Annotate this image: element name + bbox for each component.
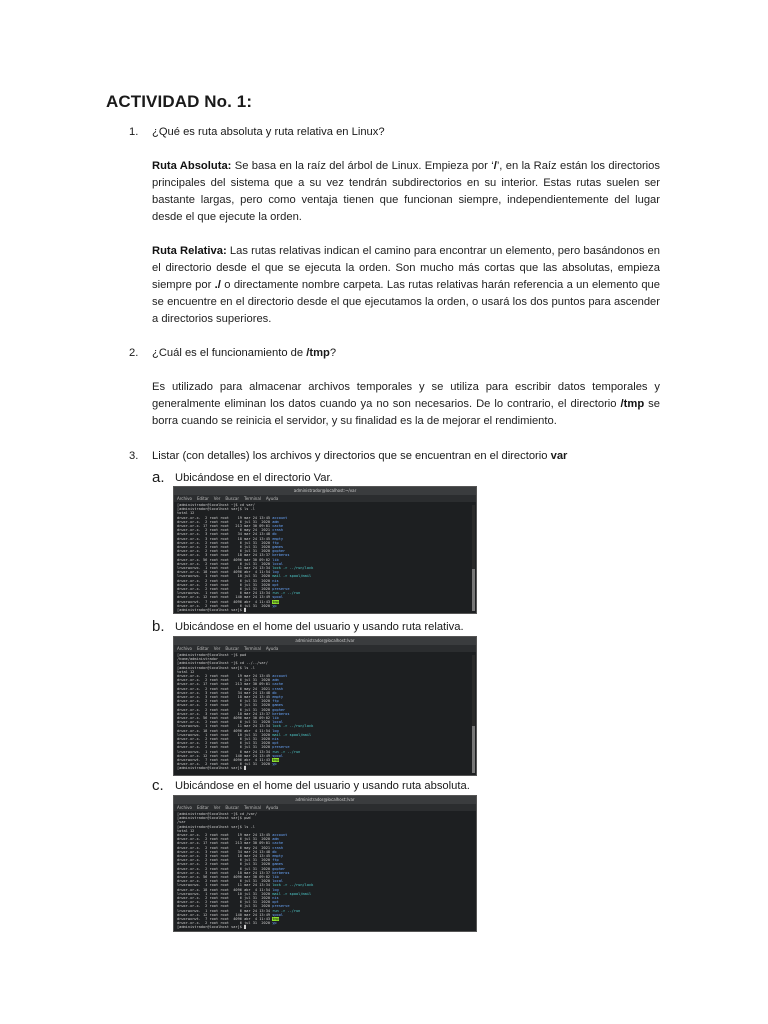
terminal-line: drwxr-xr-x. 2 root root 6 jul 31 2020 games <box>177 862 284 867</box>
terminal-line: [administrador@localhost var]$ <box>177 608 473 612</box>
terminal-line: drwxr-xr-x. 2 root root 6 jul 31 2020 opt <box>177 741 279 746</box>
dot-slash-symbol: ./ <box>214 279 221 291</box>
terminal-line: drwxr-xr-x. 3 root root 18 mar 24 13:37 kerberos <box>177 711 290 716</box>
terminal-line: drwxr-xr-x. 2 root root 6 jul 31 2020 gopher <box>177 549 286 554</box>
subitem-text: Ubicándose en el directorio Var. <box>175 472 333 484</box>
terminal-line: lrwxrwxrwx. 1 root root 6 mar 24 13:34 run -> ../run <box>177 908 301 913</box>
paragraph-ruta-relativa <box>152 243 660 328</box>
slash-symbol: / <box>493 160 497 172</box>
paragraph-ruta-absoluta <box>152 158 660 226</box>
terminal-title: administrador@localhost:/var <box>174 796 476 804</box>
terminal-menu-item[interactable]: Terminal <box>244 496 261 501</box>
terminal-line: drwxr-xr-x. 2 root root 19 mar 24 13:45 account <box>177 515 288 520</box>
subitem-letter: a. <box>152 469 165 486</box>
terminal-menu-item[interactable]: Terminal <box>244 646 261 651</box>
paragraph-text: se borra cuando se reinicia el servidor, y su finalidad es la de mejorar el rendimiento. <box>152 398 660 427</box>
terminal-menu-item[interactable]: Archivo <box>177 646 192 651</box>
terminal-screenshot <box>173 486 477 614</box>
terminal-line: drwxr-xr-x. 2 root root 6 jul 31 2020 adm <box>177 837 279 842</box>
terminal-line: [administrador@localhost ~]$ cd /var/ <box>177 812 258 816</box>
question-number: 1. <box>129 126 139 138</box>
terminal-line: drwxr-xr-x. 2 root root 6 jul 31 2020 yp <box>177 921 277 926</box>
terminal-title: administrador@localhost:/var <box>174 637 476 645</box>
paragraph-text: Se basa en la raíz del árbol de Linux. Empieza por ‘ <box>231 160 494 172</box>
terminal-line: drwxr-xr-x. 2 root root 6 jul 31 2020 adm <box>177 519 279 524</box>
paragraph-text: Las rutas relativas indican el camino para encontrar un elemento, pero basándonos en el directorio desde el que se ejecuta la orden. Son mucho más cortas que las absolutas, empieza siempre por <box>152 245 660 291</box>
term-label: Ruta Absoluta: <box>152 160 232 172</box>
terminal-menubar <box>174 495 476 502</box>
tmp-bold: /tmp <box>620 398 645 410</box>
terminal-line: drwxr-xr-x. 56 root root 4096 mar 30 09:02 lib <box>177 716 279 721</box>
terminal-line: drwxr-xr-x. 2 root root 6 may 24 2021 crash <box>177 845 284 850</box>
terminal-line: drwxr-xr-x. 2 root root 6 jul 31 2020 nis <box>177 896 279 901</box>
terminal-menu-item[interactable]: Terminal <box>244 805 261 810</box>
terminal-menubar <box>174 645 476 652</box>
term-label: Ruta Relativa: <box>152 245 227 257</box>
terminal-line: drwxr-xr-x. 56 root root 4096 mar 30 09:02 lib <box>177 557 279 562</box>
terminal-line: drwxr-xr-x. 2 root root 6 jul 31 2020 local <box>177 561 284 566</box>
subitem-letter: c. <box>152 777 164 794</box>
terminal-line: drwxrwxrwt. 7 root root 4096 abr 4 11:43 tmp <box>177 758 279 763</box>
terminal-line: drwxr-xr-x. 3 root root 18 mar 24 13:37 kerberos <box>177 870 290 875</box>
terminal-line: drwxr-xr-x. 2 root root 6 jul 31 2020 ftp <box>177 858 279 863</box>
terminal-title: administrador@localhost:~/var <box>174 487 476 495</box>
terminal-menu-item[interactable]: Editar <box>196 646 209 651</box>
question-text: ¿Qué es ruta absoluta y ruta relativa en Linux? <box>152 126 385 138</box>
terminal-menu-item[interactable]: Ver <box>213 805 221 810</box>
terminal-line: drwxr-xr-x. 2 root root 6 jul 31 2020 local <box>177 879 284 884</box>
paragraph-tmp <box>152 379 660 430</box>
terminal-line: drwxr-xr-x. 2 root root 6 jul 31 2020 games <box>177 703 284 708</box>
subitem-letter: b. <box>152 618 165 635</box>
terminal-line: lrwxrwxrwx. 1 root root 10 jul 31 2020 mail -> spool/mail <box>177 891 312 896</box>
paragraph-text: ’, en la Raíz están los directorios principales del sistema que a su vez tendrán subdirectorios en su interior. Estas rutas suelen ser bastante largas, pero como ventaja tienen que funcionan siempre, independientemente del lugar desde el que ejecute la orden. <box>152 160 660 223</box>
terminal-line: [administrador@localhost var]$ <box>177 925 473 929</box>
terminal-menu-item[interactable]: Ayuda <box>265 805 279 810</box>
subitem-text: Ubicándose en el home del usuario y usando ruta absoluta. <box>175 780 470 792</box>
activity-title: ACTIVIDAD No. 1: <box>106 92 253 111</box>
terminal-line: drwxr-xr-x. 3 root root 34 mar 24 13:48 db <box>177 849 277 854</box>
terminal-line: drwxr-xr-x. 2 root root 6 jul 31 2020 yp <box>177 603 277 608</box>
terminal-menu-item[interactable]: Archivo <box>177 496 192 501</box>
question-number: 2. <box>129 347 139 359</box>
question-number: 3. <box>129 450 139 462</box>
terminal-line: drwxr-xr-x. 2 root root 6 jul 31 2020 ftp <box>177 540 279 545</box>
terminal-line: drwxr-xr-x. 2 root root 6 jul 31 2020 local <box>177 720 284 725</box>
terminal-line: drwxr-xr-x. 2 root root 6 jul 31 2020 opt <box>177 582 279 587</box>
terminal-line: drwxr-xr-x. 12 root root 140 mar 24 13:49 spool <box>177 595 284 600</box>
terminal-line: lrwxrwxrwx. 1 root root 6 mar 24 13:34 run -> ../run <box>177 749 301 754</box>
terminal-line: [administrador@localhost var]$ <box>177 766 473 770</box>
terminal-line: [administrador@localhost var]$ pwd <box>177 816 251 821</box>
terminal-line: lrwxrwxrwx. 1 root root 11 mar 24 13:34 lock -> ../run/lock <box>177 883 314 888</box>
terminal-line: [administrador@localhost ~]$ cd var/ <box>177 503 255 507</box>
terminal-line: lrwxrwxrwx. 1 root root 10 jul 31 2020 mail -> spool/mail <box>177 732 312 737</box>
terminal-line: drwxr-xr-x. 3 root root 18 mar 24 13:45 empty <box>177 695 284 700</box>
terminal-menu-item[interactable]: Ver <box>213 646 221 651</box>
subitem-text: Ubicándose en el home del usuario y usando ruta relativa. <box>175 621 464 633</box>
terminal-line: drwxr-xr-x. 2 root root 6 jul 31 2020 preserve <box>177 904 290 909</box>
terminal-line: drwxr-xr-x. 2 root root 6 jul 31 2020 gopher <box>177 866 286 871</box>
terminal-line: total 12 <box>177 669 195 674</box>
terminal-output <box>174 811 476 931</box>
terminal-line: drwxr-xr-x. 2 root root 6 may 24 2021 crash <box>177 528 284 533</box>
terminal-line: lrwxrwxrwx. 1 root root 11 mar 24 13:34 lock -> ../run/lock <box>177 566 314 571</box>
terminal-line: drwxr-xr-x. 3 root root 18 mar 24 13:45 empty <box>177 536 284 541</box>
terminal-menu-item[interactable]: Buscar <box>225 646 239 651</box>
terminal-line: lrwxrwxrwx. 1 root root 10 jul 31 2020 mail -> spool/mail <box>177 574 312 579</box>
paragraph-text: o directamente nombre carpeta. Las rutas relativas harán referencia a un elemento que se encuentre en el directorio desde el que ejecutamos la orden, o usará los dos puntos para ascender a directorios superiores. <box>152 279 660 325</box>
terminal-line: /var <box>177 820 186 825</box>
terminal-line: drwxr-xr-x. 2 root root 6 jul 31 2020 preserve <box>177 587 290 592</box>
terminal-scrollbar <box>472 655 475 773</box>
terminal-menu-item[interactable]: Editar <box>196 805 209 810</box>
terminal-scrollbar <box>472 505 475 611</box>
terminal-line: drwxr-xr-x. 17 root root 213 mar 30 09:01 cache <box>177 682 284 687</box>
terminal-menu-item[interactable]: Editar <box>196 496 209 501</box>
terminal-line: drwxr-xr-x. 3 root root 18 mar 24 13:37 kerberos <box>177 553 290 558</box>
terminal-line: [administrador@localhost ~]$ cd ../../var/ <box>177 661 268 666</box>
terminal-line: drwxr-xr-x. 3 root root 34 mar 24 13:48 db <box>177 690 277 695</box>
terminal-line: drwxr-xr-x. 2 root root 6 jul 31 2020 games <box>177 545 284 550</box>
terminal-cursor <box>244 608 246 612</box>
terminal-line: drwxr-xr-x. 18 root root 4096 abr 4 11:54 log <box>177 887 279 892</box>
terminal-line: lrwxrwxrwx. 1 root root 6 mar 24 13:34 run -> ../run <box>177 591 301 596</box>
terminal-line: total 12 <box>177 828 195 833</box>
terminal-screenshot <box>173 795 477 932</box>
terminal-line: [administrador@localhost ~]$ pwd <box>177 653 247 657</box>
terminal-line: drwxr-xr-x. 12 root root 140 mar 24 13:49 spool <box>177 753 284 758</box>
terminal-line: drwxr-xr-x. 3 root root 34 mar 24 13:48 db <box>177 532 277 537</box>
terminal-line: drwxr-xr-x. 2 root root 6 jul 31 2020 ftp <box>177 699 279 704</box>
terminal-line: drwxr-xr-x. 17 root root 213 mar 30 09:01 cache <box>177 524 284 529</box>
terminal-line: drwxr-xr-x. 2 root root 6 jul 31 2020 yp <box>177 762 277 767</box>
terminal-menubar <box>174 804 476 811</box>
terminal-menu-item[interactable]: Archivo <box>177 805 192 810</box>
terminal-menu-item[interactable]: Ver <box>213 496 221 501</box>
terminal-line: drwxr-xr-x. 2 root root 19 mar 24 13:45 account <box>177 674 288 679</box>
terminal-line: drwxr-xr-x. 18 root root 4096 abr 4 11:54 log <box>177 570 279 575</box>
terminal-line: drwxr-xr-x. 18 root root 4096 abr 4 11:54 log <box>177 728 279 733</box>
terminal-line: drwxr-xr-x. 2 root root 6 jul 31 2020 nis <box>177 578 279 583</box>
terminal-line: total 12 <box>177 511 195 516</box>
terminal-cursor <box>244 766 246 770</box>
terminal-menu-item[interactable]: Buscar <box>225 805 239 810</box>
terminal-line: drwxr-xr-x. 56 root root 4096 mar 30 09:02 lib <box>177 875 279 880</box>
terminal-line: drwxr-xr-x. 2 root root 6 jul 31 2020 adm <box>177 678 279 683</box>
terminal-line: drwxr-xr-x. 2 root root 19 mar 24 13:45 account <box>177 833 288 838</box>
terminal-output <box>174 502 476 613</box>
terminal-line: drwxr-xr-x. 2 root root 6 jul 31 2020 opt <box>177 900 279 905</box>
terminal-line: drwxr-xr-x. 17 root root 213 mar 30 09:01 cache <box>177 841 284 846</box>
paragraph-text: Es utilizado para almacenar archivos temporales y se utiliza para escribir datos temporales y generalmente eliminan los datos cuando ya no son necesarios. De lo contrario, el directorio <box>152 381 660 410</box>
terminal-line: drwxr-xr-x. 12 root root 140 mar 24 13:49 spool <box>177 912 284 917</box>
terminal-menu-item[interactable]: Ayuda <box>265 646 279 651</box>
terminal-menu-item[interactable]: Buscar <box>225 496 239 501</box>
terminal-line: drwxrwxrwt. 7 root root 4096 abr 4 11:43 tmp <box>177 599 279 604</box>
question-text: ¿Cuál es el funcionamiento de /tmp? <box>152 347 337 359</box>
terminal-line: drwxr-xr-x. 3 root root 18 mar 24 13:45 empty <box>177 854 284 859</box>
terminal-line: [administrador@localhost var]$ ls -l <box>177 665 255 670</box>
terminal-menu-item[interactable]: Ayuda <box>265 496 279 501</box>
terminal-cursor <box>244 925 246 929</box>
terminal-line: /home/administrador <box>177 657 219 662</box>
terminal-line: [administrador@localhost var]$ ls -l <box>177 824 255 829</box>
question-text: Listar (con detalles) los archivos y directorios que se encuentran en el directorio var <box>152 450 568 462</box>
terminal-output <box>174 652 476 772</box>
terminal-line: lrwxrwxrwx. 1 root root 11 mar 24 13:34 lock -> ../run/lock <box>177 724 314 729</box>
terminal-line: drwxr-xr-x. 2 root root 6 jul 31 2020 nis <box>177 737 279 742</box>
terminal-line: drwxr-xr-x. 2 root root 6 jul 31 2020 preserve <box>177 745 290 750</box>
terminal-screenshot <box>173 636 477 776</box>
terminal-line: drwxrwxrwt. 7 root root 4096 abr 4 11:43 tmp <box>177 917 279 922</box>
terminal-line: drwxr-xr-x. 2 root root 6 may 24 2021 crash <box>177 686 284 691</box>
terminal-line: drwxr-xr-x. 2 root root 6 jul 31 2020 gopher <box>177 707 286 712</box>
terminal-line: [administrador@localhost var]$ ls -l <box>177 507 255 512</box>
